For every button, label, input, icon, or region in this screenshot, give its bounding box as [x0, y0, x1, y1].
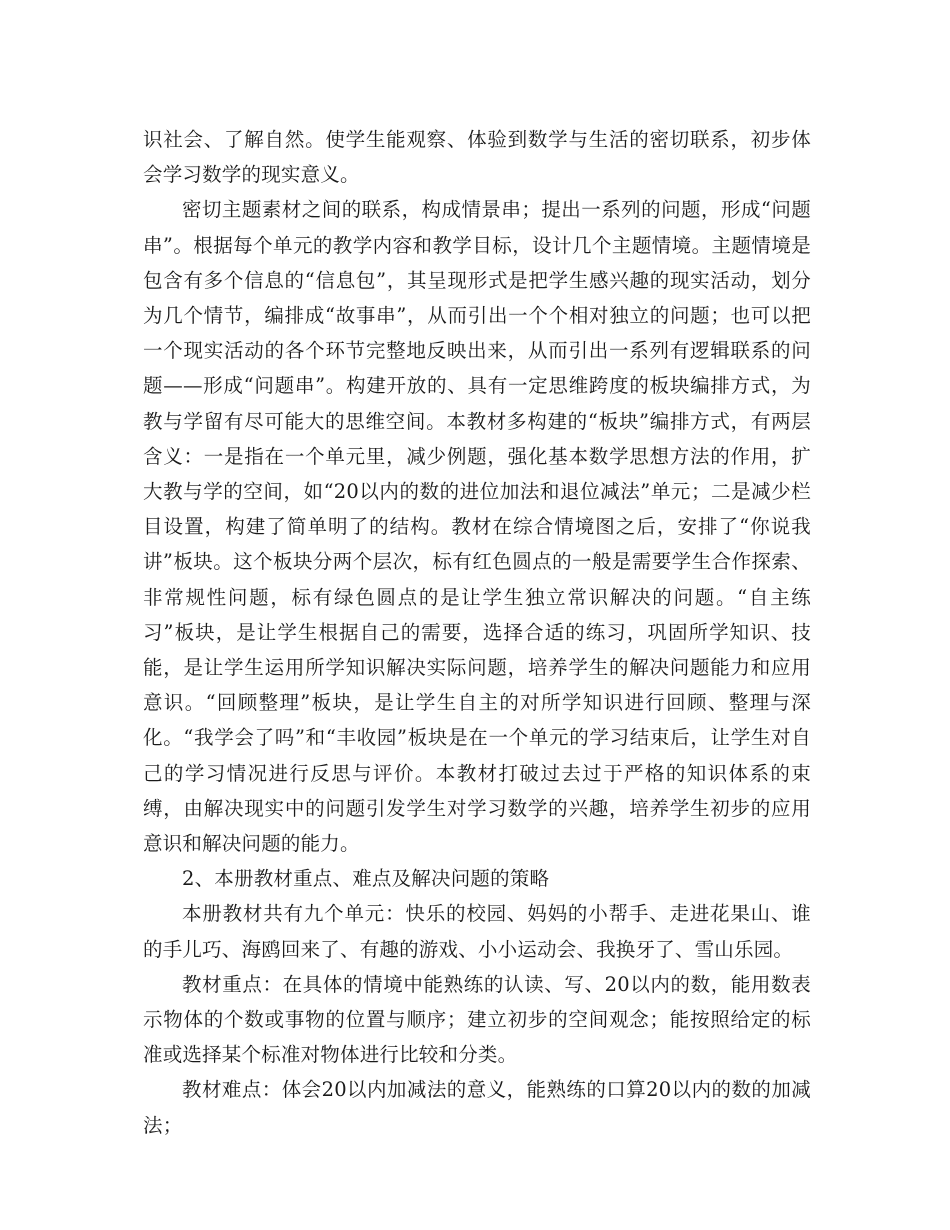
- paragraph-continuation: 识社会、了解自然。使学生能观察、体验到数学与生活的密切联系，初步体会学习数学的现实意义。: [143, 128, 811, 187]
- document-body: [143, 122, 811, 1143]
- paragraph-theme-materials: 密切主题素材之间的联系，构成情景串；提出一系列的问题，形成“问题串”。根据每个单元的教学内容和教学目标，设计几个主题情境。主题情境是包含有多个信息的“信息包”，其呈现形式是把学生感兴趣的现实活动，划分为几个情节，编排成“故事串”，从而引出一个个相对独立的问题；也可以把一个现实活动的各个环节完整地反映出来，从而引出一系列有逻辑联系的问题——形成“问题串”。构建开放的、具有一定思维跨度的板块编排方式，为教与学留有尽可能大的思维空间。本教材多构建的“板块”编排方式，有两层含义：一是指在一个单元里，减少例题，强化基本数学思想方法的作用，扩大教与学的空间，如“20以内的数的进位加法和退位减法”单元；二是减少栏目设置，构建了简单明了的结构。教材在综合情境图之后，安排了“你说我讲”板块。这个板块分两个层次，标有红色圆点的一般是需要学生合作探索、非常规性问题，标有绿色圆点的是让学生独立常识解决的问题。“自主练习”板块，是让学生根据自己的需要，选择合适的练习，巩固所学知识、技能，是让学生运用所学知识解决实际问题，培养学生的解决问题能力和应用意识。“回顾整理”板块，是让学生自主的对所学知识进行回顾、整理与深化。“我学会了吗”和“丰收园”板块是在一个单元的学习结束后，让学生对自己的学习情况进行反思与评价。本教材打破过去过于严格的知识体系的束缚，由解决现实中的问题引发学生对学习数学的兴趣，培养学生初步的应用意识和解决问题的能力。: [143, 198, 811, 856]
- paragraph-units: 本册教材共有九个单元：快乐的校园、妈妈的小帮手、走进花果山、谁的手儿巧、海鸥回来了、有趣的游戏、小小运动会、我换牙了、雪山乐园。: [143, 902, 811, 961]
- section-heading-key-points: 2、本册教材重点、难点及解决问题的策略: [182, 867, 550, 891]
- paragraph-key-points: 教材重点：在具体的情境中能熟练的认读、写、20以内的数，能用数表示物体的个数或事物的位置与顺序；建立初步的空间观念；能按照给定的标准或选择某个标准对物体进行比较和分类。: [143, 972, 811, 1067]
- paragraph-difficulties: 教材难点：体会20以内加减法的意义，能熟练的口算20以内的数的加减法；: [143, 1078, 811, 1137]
